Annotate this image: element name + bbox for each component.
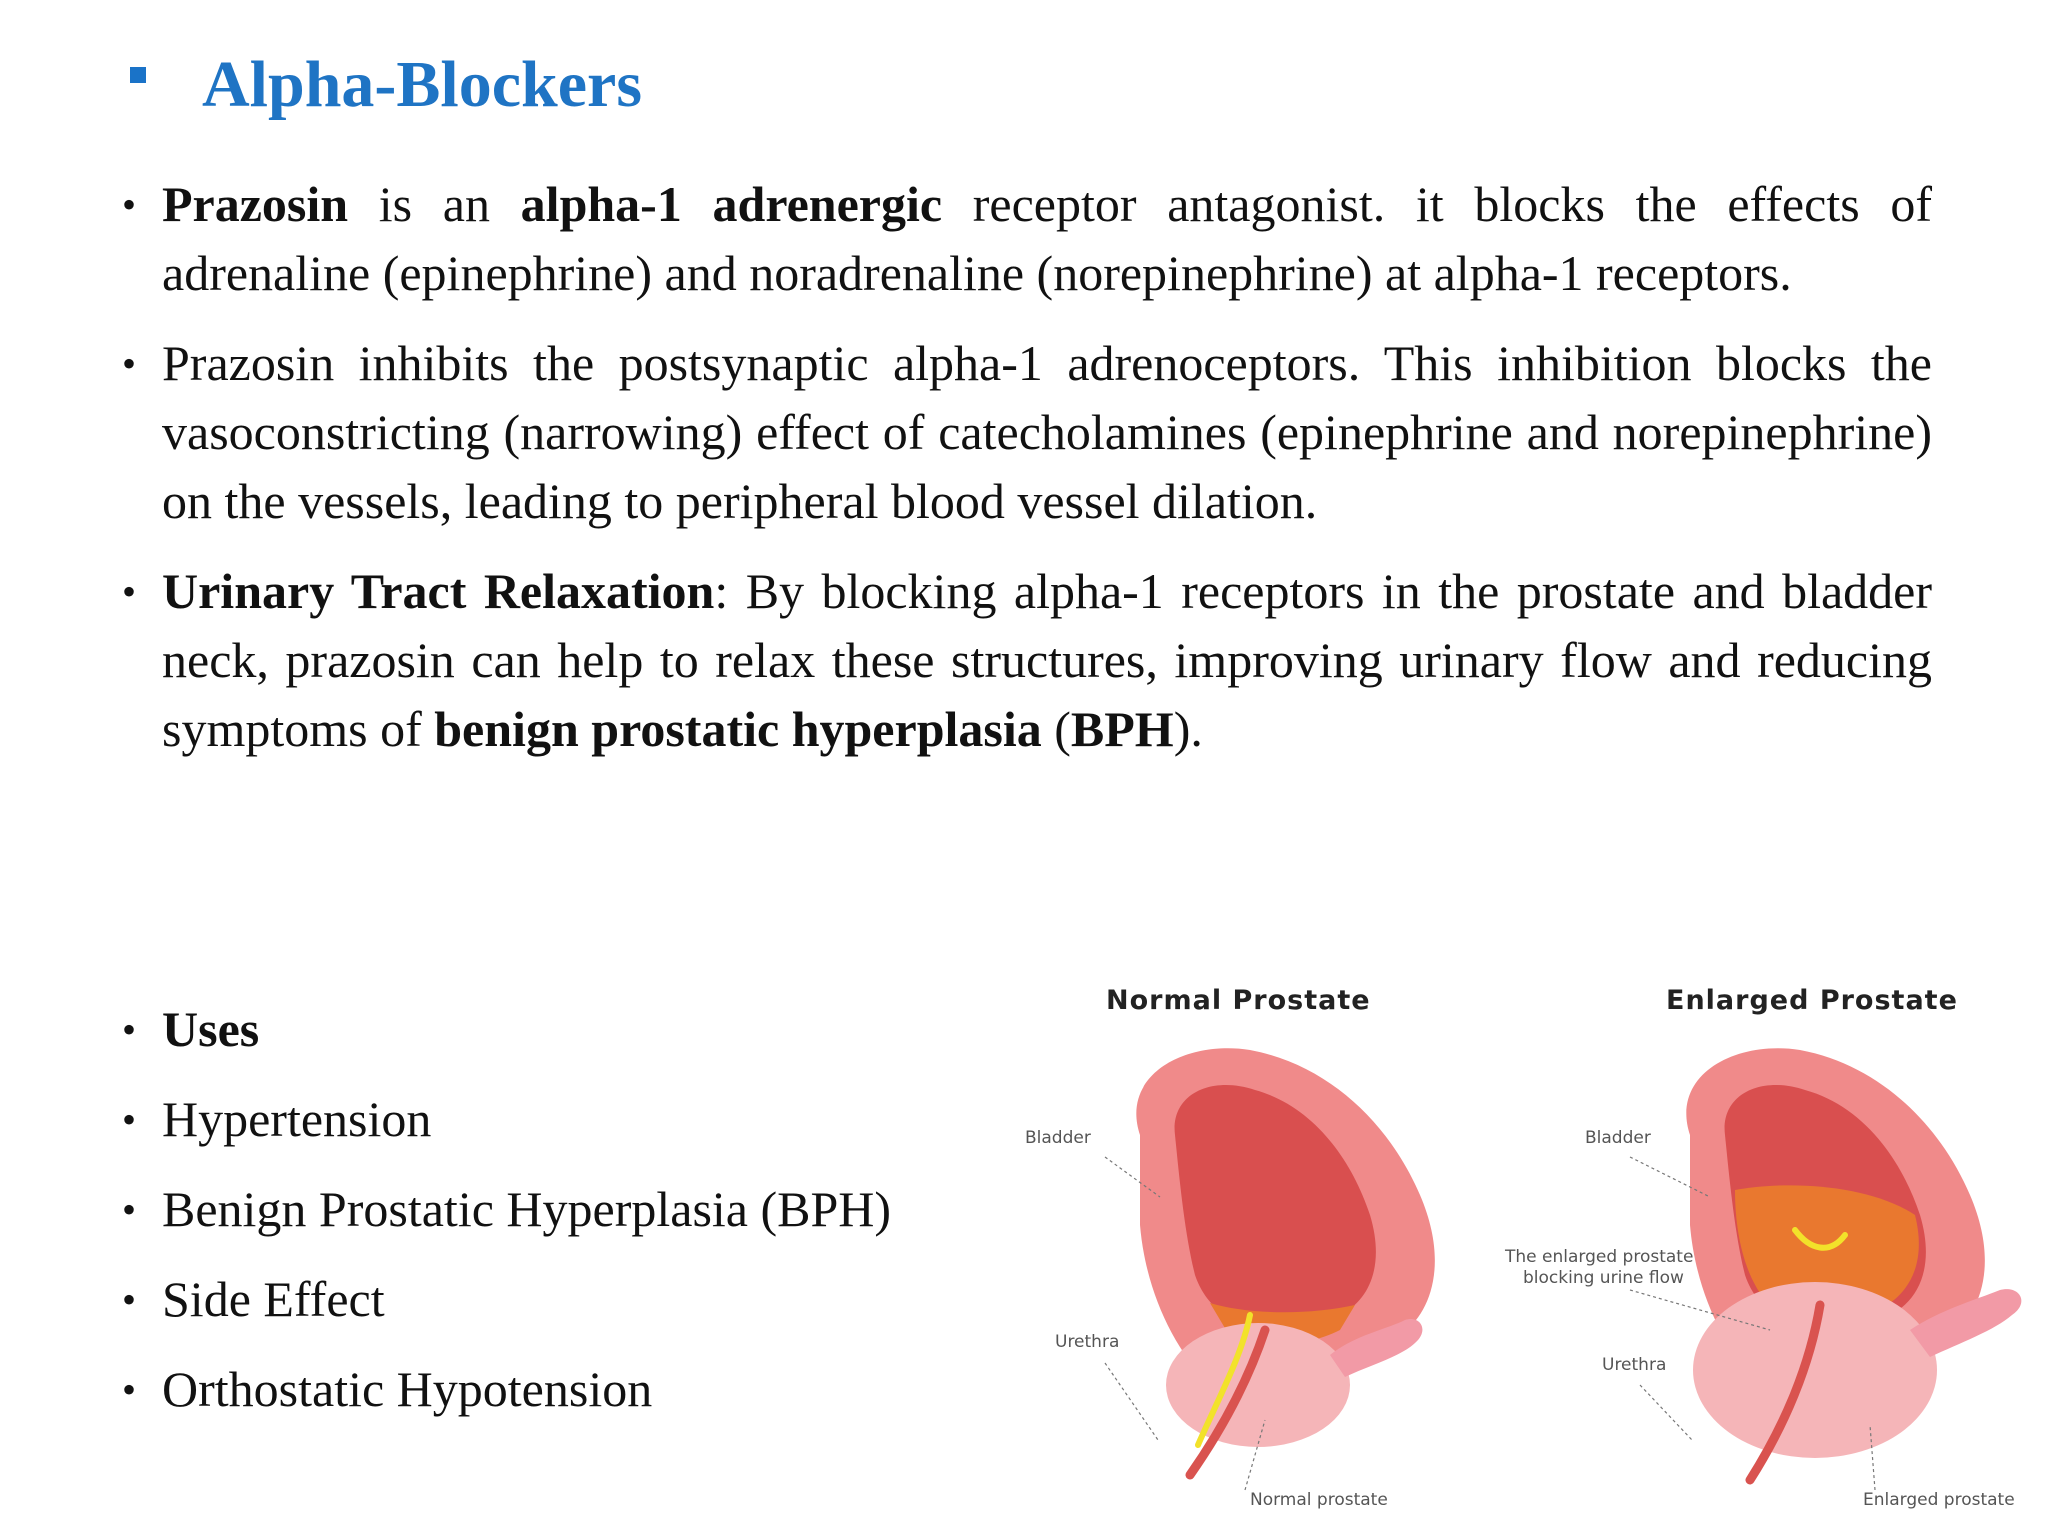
slide-title-row xyxy=(130,40,642,130)
term-urinary-tract-relaxation: Urinary Tract Relaxation xyxy=(162,563,715,619)
uses-item xyxy=(122,1265,1022,1334)
term-prazosin: Prazosin xyxy=(162,176,349,232)
paragraph-text: ). xyxy=(1173,701,1203,757)
bullet: • xyxy=(122,341,137,386)
prostate-illustration xyxy=(1010,985,2040,1535)
term-bph: BPH xyxy=(1070,701,1174,757)
title-square-bullet xyxy=(130,67,146,83)
paragraph-urinary-tract xyxy=(122,557,1932,764)
slide-title: Alpha-Blockers xyxy=(202,48,643,121)
uses-item-text: Side Effect xyxy=(162,1271,385,1327)
paragraph-text: receptor antagonist. it blocks the effects of adrenaline (epinephrine) and noradrenaline (norepinephrine) at alpha-1 receptors. xyxy=(162,176,1932,301)
paragraph-text: is an xyxy=(348,176,521,232)
enlarged-urethra-label: Urethra xyxy=(1602,1355,1667,1375)
normal-bladder-label: Bladder xyxy=(1025,1128,1091,1148)
bullet: • xyxy=(122,1367,137,1412)
uses-item xyxy=(122,1085,1022,1154)
paragraph-text: : By blocking alpha-1 receptors in the prostate and bladder neck, prazosin can help to relax these structures, improving urinary flow and reducing symptoms of xyxy=(162,563,1932,757)
uses-heading-text: Uses xyxy=(162,1001,260,1057)
blocking-label-line1: The enlarged prostate xyxy=(1505,1247,1694,1267)
enlarged-prostate-title: Enlarged Prostate xyxy=(1666,985,1958,1016)
enlarged-prostate-label: Enlarged prostate xyxy=(1863,1490,2015,1510)
term-bph-full: benign prostatic hyperplasia xyxy=(434,701,1042,757)
uses-item-text: Benign Prostatic Hyperplasia (BPH) xyxy=(162,1181,892,1237)
normal-prostate-label: Normal prostate xyxy=(1250,1490,1388,1510)
explanation-list xyxy=(122,170,1932,785)
paragraph-vasodilation xyxy=(122,329,1932,536)
bullet: • xyxy=(122,182,137,227)
paragraph-mechanism xyxy=(122,170,1932,308)
normal-urethra-label: Urethra xyxy=(1055,1332,1120,1352)
uses-item xyxy=(122,1355,1022,1424)
enlarged-bladder-label: Bladder xyxy=(1585,1128,1651,1148)
bullet: • xyxy=(122,1187,137,1232)
term-alpha1-adrenergic: alpha-1 adrenergic xyxy=(520,176,943,232)
paragraph-text: Prazosin inhibits the postsynaptic alpha-1 adrenoceptors. This inhibition blocks the vasoconstricting (narrowing) effect of catecholamines (epinephrine and norepinephrine) on the vessels, leading to peripheral blood vessel dilation. xyxy=(162,335,1932,529)
uses-item xyxy=(122,1175,1022,1244)
uses-item-text: Hypertension xyxy=(162,1091,432,1147)
bullet: • xyxy=(122,1007,137,1052)
uses-heading xyxy=(122,995,1022,1064)
bullet: • xyxy=(122,1097,137,1142)
normal-prostate-title: Normal Prostate xyxy=(1106,985,1371,1016)
normal-prostate-diagram xyxy=(1136,1048,1435,1475)
bullet: • xyxy=(122,1277,137,1322)
uses-list xyxy=(122,995,1022,1445)
blocking-label-line2: blocking urine flow xyxy=(1523,1268,1684,1288)
enlarged-prostate-diagram xyxy=(1686,1048,2021,1480)
paragraph-text: ( xyxy=(1041,701,1071,757)
bullet: • xyxy=(122,569,137,614)
uses-item-text: Orthostatic Hypotension xyxy=(162,1361,653,1417)
